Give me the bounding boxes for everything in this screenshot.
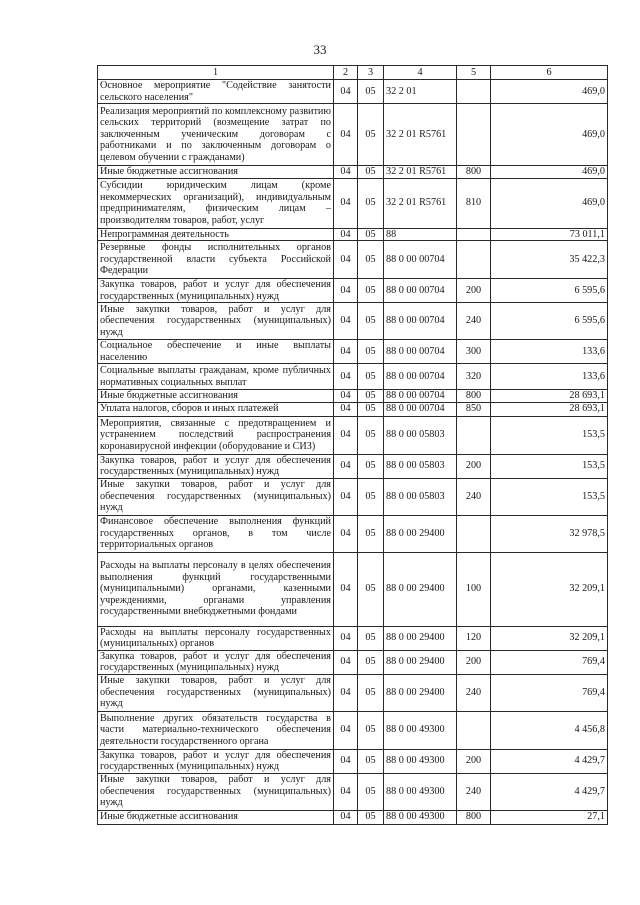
row-name-cell — [98, 674, 334, 711]
row-name-cell — [98, 178, 334, 228]
row-name-cell — [98, 279, 334, 303]
row-expense-type-cell: 800 — [457, 810, 491, 824]
row-section-cell: 04 — [334, 178, 358, 228]
row-section-cell: 04 — [334, 749, 358, 773]
row-subsection-cell: 05 — [358, 478, 384, 515]
column-header: 1 — [98, 66, 334, 80]
row-section-cell: 04 — [334, 303, 358, 340]
table-row — [98, 80, 608, 104]
row-target-article-cell: 88 0 00 49300 — [384, 773, 457, 810]
row-expense-type-cell: 200 — [457, 749, 491, 773]
table-row — [98, 650, 608, 674]
row-expense-type-cell: 100 — [457, 552, 491, 626]
row-section-cell: 04 — [334, 478, 358, 515]
table-row — [98, 241, 608, 279]
row-name-cell — [98, 166, 334, 179]
row-amount-cell: 32 978,5 — [491, 515, 608, 552]
table-row — [98, 478, 608, 515]
row-name-cell — [98, 228, 334, 241]
row-name-cell — [98, 478, 334, 515]
row-subsection-cell: 05 — [358, 416, 384, 454]
row-section-cell: 04 — [334, 364, 358, 390]
column-header: 2 — [334, 66, 358, 80]
row-section-cell: 04 — [334, 454, 358, 478]
row-subsection-cell: 05 — [358, 279, 384, 303]
row-subsection-cell: 05 — [358, 810, 384, 824]
row-section-cell: 04 — [334, 104, 358, 166]
table-row — [98, 515, 608, 552]
row-target-article-cell: 32 2 01 — [384, 80, 457, 104]
row-amount-cell: 469,0 — [491, 80, 608, 104]
row-section-cell: 04 — [334, 711, 358, 749]
row-name-text: Закупка товаров, работ и услуг для обеспечения государственных (муниципальных) нужд — [100, 749, 331, 772]
row-expense-type-cell — [457, 228, 491, 241]
row-name-cell — [98, 711, 334, 749]
row-name-text: Закупка товаров, работ и услуг для обеспечения государственных (муниципальных) нужд — [100, 650, 331, 673]
table-row — [98, 552, 608, 626]
row-name-text: Социальное обеспечение и иные выплаты населению — [100, 340, 331, 363]
row-name-cell — [98, 104, 334, 166]
row-section-cell: 04 — [334, 340, 358, 364]
row-subsection-cell: 05 — [358, 749, 384, 773]
row-target-article-cell: 88 0 00 29400 — [384, 674, 457, 711]
row-expense-type-cell: 200 — [457, 650, 491, 674]
row-target-article-cell: 32 2 01 R5761 — [384, 178, 457, 228]
row-subsection-cell: 05 — [358, 626, 384, 650]
row-expense-type-cell: 240 — [457, 674, 491, 711]
row-section-cell: 04 — [334, 241, 358, 279]
row-amount-cell: 469,0 — [491, 166, 608, 179]
row-name-text: Резервные фонды исполнительных органов государственной власти субъекта Российской Федерации — [100, 242, 331, 277]
row-target-article-cell: 88 0 00 00704 — [384, 364, 457, 390]
row-name-text: Иные закупки товаров, работ и услуг для обеспечения государственных (муниципальных) нужд — [100, 675, 331, 710]
row-target-article-cell: 32 2 01 R5761 — [384, 104, 457, 166]
row-amount-cell: 32 209,1 — [491, 626, 608, 650]
row-amount-cell: 6 595,6 — [491, 303, 608, 340]
row-subsection-cell: 05 — [358, 402, 384, 416]
row-name-cell — [98, 364, 334, 390]
row-name-cell — [98, 416, 334, 454]
row-name-text: Иные бюджетные ассигнования — [100, 811, 238, 823]
row-expense-type-cell — [457, 711, 491, 749]
table-row — [98, 364, 608, 390]
row-name-text: Основное мероприятие "Содействие занятости сельского населения" — [100, 80, 331, 103]
row-name-text: Реализация мероприятий по комплексному развитию сельских территорий (возмещение затрат по заключенным ученическим договорам с работниками и по заключенным договорам о целевом обучении с гражданами) — [100, 105, 331, 163]
row-amount-cell: 4 429,7 — [491, 773, 608, 810]
row-expense-type-cell: 850 — [457, 402, 491, 416]
row-name-cell — [98, 749, 334, 773]
row-section-cell: 04 — [334, 650, 358, 674]
row-subsection-cell: 05 — [358, 711, 384, 749]
table-row — [98, 674, 608, 711]
row-amount-cell: 769,4 — [491, 674, 608, 711]
row-name-cell — [98, 454, 334, 478]
row-name-cell — [98, 773, 334, 810]
row-amount-cell: 153,5 — [491, 478, 608, 515]
row-target-article-cell: 88 0 00 49300 — [384, 749, 457, 773]
row-section-cell: 04 — [334, 810, 358, 824]
table-row — [98, 773, 608, 810]
row-subsection-cell: 05 — [358, 515, 384, 552]
column-header: 6 — [491, 66, 608, 80]
row-name-cell — [98, 515, 334, 552]
row-name-text: Субсидии юридическим лицам (кроме некоммерческих организаций), индивидуальным предпринимателям, физическим лицам – производителям товаров, работ, услуг — [100, 180, 331, 226]
row-name-cell — [98, 402, 334, 416]
row-section-cell: 04 — [334, 674, 358, 711]
row-amount-cell: 153,5 — [491, 416, 608, 454]
row-section-cell: 04 — [334, 402, 358, 416]
page-number: 33 — [313, 42, 327, 57]
row-target-article-cell: 88 0 00 49300 — [384, 810, 457, 824]
row-amount-cell: 4 456,8 — [491, 711, 608, 749]
row-expense-type-cell — [457, 241, 491, 279]
row-target-article-cell: 88 — [384, 228, 457, 241]
row-target-article-cell: 88 0 00 29400 — [384, 650, 457, 674]
row-subsection-cell: 05 — [358, 228, 384, 241]
row-amount-cell: 153,5 — [491, 454, 608, 478]
row-name-cell — [98, 303, 334, 340]
row-expense-type-cell: 200 — [457, 279, 491, 303]
row-name-text: Расходы на выплаты персоналу государственных (муниципальных) органов — [100, 626, 331, 649]
row-name-cell — [98, 626, 334, 650]
row-target-article-cell: 88 0 00 05803 — [384, 454, 457, 478]
row-amount-cell: 4 429,7 — [491, 749, 608, 773]
row-name-text: Непрограммная деятельность — [100, 228, 229, 240]
row-expense-type-cell: 240 — [457, 773, 491, 810]
row-amount-cell: 469,0 — [491, 104, 608, 166]
row-section-cell: 04 — [334, 279, 358, 303]
row-target-article-cell: 88 0 00 05803 — [384, 478, 457, 515]
row-subsection-cell: 05 — [358, 364, 384, 390]
row-expense-type-cell — [457, 416, 491, 454]
row-subsection-cell: 05 — [358, 178, 384, 228]
table-row — [98, 626, 608, 650]
row-section-cell: 04 — [334, 515, 358, 552]
row-section-cell: 04 — [334, 390, 358, 403]
budget-table — [97, 65, 608, 825]
row-amount-cell: 73 011,1 — [491, 228, 608, 241]
table-row — [98, 454, 608, 478]
row-expense-type-cell: 810 — [457, 178, 491, 228]
row-section-cell: 04 — [334, 552, 358, 626]
table-row — [98, 166, 608, 179]
row-name-text: Социальные выплаты гражданам, кроме публичных нормативных социальных выплат — [100, 365, 331, 388]
row-section-cell: 04 — [334, 228, 358, 241]
row-name-cell — [98, 552, 334, 626]
row-section-cell: 04 — [334, 773, 358, 810]
table-row — [98, 279, 608, 303]
row-name-text: Расходы на выплаты персоналу в целях обеспечения выполнения функций государственными (муниципальными) органами, казенными учреждениями, органами управления государственными внебюджетными фондами — [100, 560, 331, 618]
row-expense-type-cell: 300 — [457, 340, 491, 364]
table-row — [98, 228, 608, 241]
row-name-cell — [98, 390, 334, 403]
row-target-article-cell: 88 0 00 00704 — [384, 340, 457, 364]
row-name-cell — [98, 650, 334, 674]
row-name-cell — [98, 340, 334, 364]
row-section-cell: 04 — [334, 80, 358, 104]
row-target-article-cell: 88 0 00 05803 — [384, 416, 457, 454]
row-target-article-cell: 88 0 00 00704 — [384, 241, 457, 279]
row-name-text: Иные закупки товаров, работ и услуг для обеспечения государственных (муниципальных) нужд — [100, 303, 331, 338]
row-name-cell — [98, 810, 334, 824]
row-amount-cell: 28 693,1 — [491, 390, 608, 403]
row-amount-cell: 133,6 — [491, 340, 608, 364]
row-expense-type-cell — [457, 80, 491, 104]
row-amount-cell: 35 422,3 — [491, 241, 608, 279]
column-header: 3 — [358, 66, 384, 80]
row-amount-cell: 6 595,6 — [491, 279, 608, 303]
row-amount-cell: 469,0 — [491, 178, 608, 228]
row-subsection-cell: 05 — [358, 166, 384, 179]
table-row — [98, 390, 608, 403]
row-amount-cell: 133,6 — [491, 364, 608, 390]
row-amount-cell: 769,4 — [491, 650, 608, 674]
row-subsection-cell: 05 — [358, 773, 384, 810]
table-row — [98, 402, 608, 416]
row-name-text: Иные бюджетные ассигнования — [100, 166, 238, 177]
row-name-cell — [98, 80, 334, 104]
row-amount-cell: 32 209,1 — [491, 552, 608, 626]
row-subsection-cell: 05 — [358, 650, 384, 674]
row-name-text: Уплата налогов, сборов и иных платежей — [100, 403, 279, 415]
row-target-article-cell: 32 2 01 R5761 — [384, 166, 457, 179]
row-name-text: Финансовое обеспечение выполнения функций государственных органов, в том числе территориальных органов — [100, 516, 331, 551]
row-target-article-cell: 88 0 00 29400 — [384, 515, 457, 552]
row-subsection-cell: 05 — [358, 552, 384, 626]
row-amount-cell: 27,1 — [491, 810, 608, 824]
row-target-article-cell: 88 0 00 00704 — [384, 303, 457, 340]
row-section-cell: 04 — [334, 416, 358, 454]
row-subsection-cell: 05 — [358, 674, 384, 711]
column-header: 4 — [384, 66, 457, 80]
header-row — [98, 66, 608, 80]
row-target-article-cell: 88 0 00 00704 — [384, 390, 457, 403]
table-row — [98, 104, 608, 166]
table-body — [98, 80, 608, 825]
row-name-cell — [98, 241, 334, 279]
table-row — [98, 416, 608, 454]
row-name-text: Закупка товаров, работ и услуг для обеспечения государственных (муниципальных) нужд — [100, 279, 331, 302]
row-expense-type-cell: 120 — [457, 626, 491, 650]
row-expense-type-cell: 320 — [457, 364, 491, 390]
table-row — [98, 340, 608, 364]
table-row — [98, 749, 608, 773]
row-name-text: Выполнение других обязательств государства в части материально-технического обеспечения деятельности государственного органа — [100, 712, 331, 747]
row-subsection-cell: 05 — [358, 303, 384, 340]
table-row — [98, 810, 608, 824]
table-row — [98, 178, 608, 228]
row-name-text: Закупка товаров, работ и услуг для обеспечения государственных (муниципальных) нужд — [100, 454, 331, 477]
row-subsection-cell: 05 — [358, 340, 384, 364]
row-expense-type-cell — [457, 515, 491, 552]
row-target-article-cell: 88 0 00 29400 — [384, 552, 457, 626]
row-name-text: Иные закупки товаров, работ и услуг для обеспечения государственных (муниципальных) нужд — [100, 479, 331, 514]
row-subsection-cell: 05 — [358, 241, 384, 279]
row-subsection-cell: 05 — [358, 390, 384, 403]
row-expense-type-cell: 800 — [457, 166, 491, 179]
row-subsection-cell: 05 — [358, 104, 384, 166]
row-expense-type-cell: 800 — [457, 390, 491, 403]
row-section-cell: 04 — [334, 166, 358, 179]
row-name-text: Иные закупки товаров, работ и услуг для обеспечения государственных (муниципальных) нужд — [100, 774, 331, 809]
row-section-cell: 04 — [334, 626, 358, 650]
row-expense-type-cell: 240 — [457, 303, 491, 340]
column-header: 5 — [457, 66, 491, 80]
row-expense-type-cell — [457, 104, 491, 166]
row-target-article-cell: 88 0 00 00704 — [384, 402, 457, 416]
row-target-article-cell: 88 0 00 49300 — [384, 711, 457, 749]
row-target-article-cell: 88 0 00 29400 — [384, 626, 457, 650]
row-expense-type-cell: 200 — [457, 454, 491, 478]
table-row — [98, 303, 608, 340]
row-expense-type-cell: 240 — [457, 478, 491, 515]
table-row — [98, 711, 608, 749]
row-amount-cell: 28 693,1 — [491, 402, 608, 416]
row-subsection-cell: 05 — [358, 80, 384, 104]
row-target-article-cell: 88 0 00 00704 — [384, 279, 457, 303]
row-subsection-cell: 05 — [358, 454, 384, 478]
row-name-text: Мероприятия, связанные с предотвращением и устранением последствий распространения коронавирусной инфекции (оборудование и СИЗ) — [100, 417, 331, 452]
row-name-text: Иные бюджетные ассигнования — [100, 390, 238, 401]
